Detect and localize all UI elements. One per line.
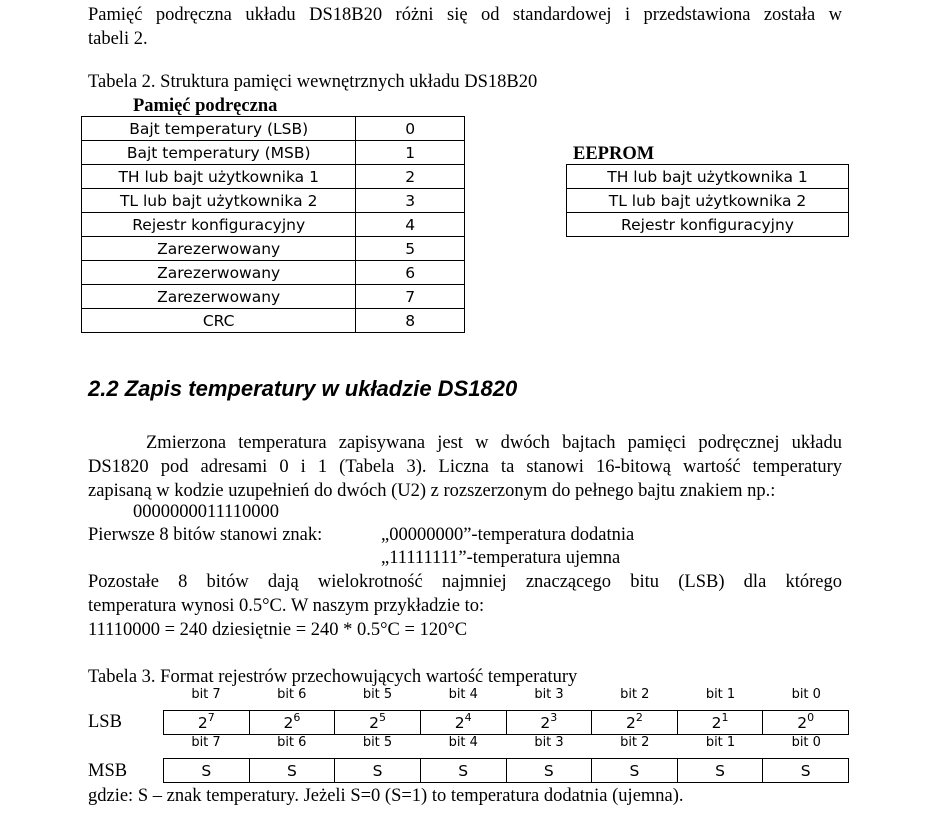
lsb-cell-base: 2 [711, 713, 722, 732]
eeprom-row-label: Rejestr konfiguracyjny [567, 213, 849, 237]
msb-table [163, 758, 849, 783]
lsb-cell-base: 2 [540, 713, 551, 732]
msb-cell: S [592, 759, 678, 783]
table3-footnote: gdzie: S – znak temperatury. Jeżeli S=0 (S=1) to temperatura dodatnia (ujemna). [88, 786, 684, 806]
table2-caption: Tabela 2. Struktura pamięci wewnętrznych układu DS18B20 [88, 72, 538, 92]
lsb-cell-base: 2 [797, 713, 808, 732]
scratchpad-row-label: Zarezerwowany [82, 285, 356, 309]
msb-bit-label: bit 1 [705, 735, 736, 750]
lsb-bit-label: bit 0 [791, 687, 821, 702]
para2-line-2: temperatura wynosi 0.5°C. W naszym przykładzie to: [88, 596, 485, 616]
lsb-cell-exponent: 1 [721, 710, 729, 724]
lsb-cell-exponent: 0 [807, 710, 815, 724]
scratchpad-row-index: 2 [356, 165, 465, 189]
scratchpad-row [82, 261, 465, 285]
lsb-cell [420, 711, 506, 735]
lsb-cell-base: 2 [197, 713, 208, 732]
lsb-table [163, 710, 849, 735]
scratchpad-table [81, 116, 465, 333]
msb-cell: S [420, 759, 506, 783]
msb-bit-label: bit 4 [448, 735, 478, 750]
lsb-bit-label: bit 6 [277, 687, 307, 702]
sign-positive: „00000000”-temperatura dodatnia [381, 525, 635, 545]
lsb-cell-exponent: 4 [464, 710, 472, 724]
scratchpad-row-index: 8 [356, 309, 465, 333]
scratchpad-row [82, 165, 465, 189]
formula: 11110000 = 240 dziesiętnie = 240 * 0.5°C = 120°C [88, 620, 468, 640]
lsb-label: LSB [88, 712, 122, 732]
msb-bit-label: bit 2 [620, 735, 650, 750]
scratchpad-row-label: TL lub bajt użytkownika 2 [82, 189, 356, 213]
scratchpad-row-label: Rejestr konfiguracyjny [82, 213, 356, 237]
lsb-cell-exponent: 6 [293, 710, 301, 724]
para1-line-2: DS1820 pod adresami 0 i 1 (Tabela 3). Liczna ta stanowi 16-bitową wartość temperatury [88, 457, 842, 477]
scratchpad-row-index: 7 [356, 285, 465, 309]
msb-bit-label: bit 5 [362, 735, 393, 750]
sign-negative: „11111111”-temperatura ujemna [381, 548, 621, 568]
section-heading: 2.2 Zapis temperatury w układzie DS1820 [88, 376, 518, 401]
lsb-cell-base: 2 [454, 713, 465, 732]
lsb-cell [506, 711, 592, 735]
example-bits: 0000000011110000 [133, 502, 279, 522]
scratchpad-title: Pamięć podręczna [133, 96, 278, 116]
eeprom-title: EEPROM [573, 144, 655, 164]
scratchpad-row [82, 237, 465, 261]
lsb-cell [335, 711, 421, 735]
first-bits-label: Pierwsze 8 bitów stanowi znak: [88, 525, 323, 545]
msb-cell: S [763, 759, 849, 783]
scratchpad-row [82, 117, 465, 141]
scratchpad-row-label: Bajt temperatury (MSB) [82, 141, 356, 165]
lsb-cell-exponent: 7 [207, 710, 215, 724]
msb-bit-label: bit 0 [791, 735, 821, 750]
lsb-bit-label: bit 2 [620, 687, 650, 702]
eeprom-row-label: TH lub bajt użytkownika 1 [567, 165, 849, 189]
para1-line-1: Zmierzona temperatura zapisywana jest w dwóch bajtach pamięci podręcznej układu [146, 433, 842, 453]
table3-caption: Tabela 3. Format rejestrów przechowujących wartość temperatury [88, 667, 578, 687]
scratchpad-row-index: 0 [356, 117, 465, 141]
lsb-cell-base: 2 [626, 713, 636, 732]
msb-label: MSB [88, 761, 128, 781]
lsb-bit-label: bit 3 [534, 687, 564, 702]
lsb-cell-exponent: 3 [550, 710, 558, 724]
msb-cell: S [335, 759, 421, 783]
para2-line-1: Pozostałe 8 bitów dają wielokrotność najmniej znaczącego bitu (LSB) dla którego [88, 572, 842, 592]
msb-cell: S [677, 759, 763, 783]
lsb-cell-base: 2 [283, 713, 294, 732]
lsb-bit-label: bit 7 [191, 687, 221, 702]
lsb-cell [763, 711, 849, 735]
scratchpad-row-label: Bajt temperatury (LSB) [82, 117, 356, 141]
scratchpad-row-label: TH lub bajt użytkownika 1 [82, 165, 356, 189]
eeprom-row-label: TL lub bajt użytkownika 2 [567, 189, 849, 213]
eeprom-row [567, 213, 849, 237]
scratchpad-row-index: 4 [356, 213, 465, 237]
scratchpad-row-label: CRC [82, 309, 356, 333]
scratchpad-row-index: 6 [356, 261, 465, 285]
eeprom-row [567, 165, 849, 189]
intro-line-2: tabeli 2. [88, 29, 148, 49]
scratchpad-row [82, 309, 465, 333]
msb-bit-label: bit 3 [534, 735, 564, 750]
scratchpad-row [82, 285, 465, 309]
scratchpad-row-label: Zarezerwowany [82, 237, 356, 261]
eeprom-row [567, 189, 849, 213]
lsb-cell [164, 711, 250, 735]
lsb-cell-exponent: 2 [635, 710, 643, 724]
eeprom-table [566, 164, 849, 237]
intro-line-1: Pamięć podręczna układu DS18B20 różni się od standardowej i przedstawiona została w [88, 5, 842, 25]
scratchpad-row-index: 5 [356, 237, 465, 261]
scratchpad-row [82, 189, 465, 213]
lsb-bit-label: bit 4 [448, 687, 478, 702]
msb-cell: S [164, 759, 250, 783]
msb-cell: S [249, 759, 335, 783]
scratchpad-row-index: 1 [356, 141, 465, 165]
msb-cell: S [506, 759, 592, 783]
lsb-cell [592, 711, 678, 735]
scratchpad-row-label: Zarezerwowany [82, 261, 356, 285]
lsb-cell-base: 2 [369, 713, 379, 732]
lsb-cell [249, 711, 335, 735]
msb-bit-label: bit 7 [191, 735, 221, 750]
scratchpad-row [82, 213, 465, 237]
lsb-bit-label: bit 5 [362, 687, 393, 702]
msb-bit-label: bit 6 [277, 735, 307, 750]
lsb-bit-label: bit 1 [705, 687, 736, 702]
para1-line-3: zapisaną w kodzie uzupełnień do dwóch (U2) z rozszerzonym do pełnego bajtu znakiem np.: [88, 481, 776, 501]
scratchpad-row [82, 141, 465, 165]
lsb-cell [677, 711, 763, 735]
scratchpad-row-index: 3 [356, 189, 465, 213]
lsb-cell-exponent: 5 [379, 710, 386, 724]
